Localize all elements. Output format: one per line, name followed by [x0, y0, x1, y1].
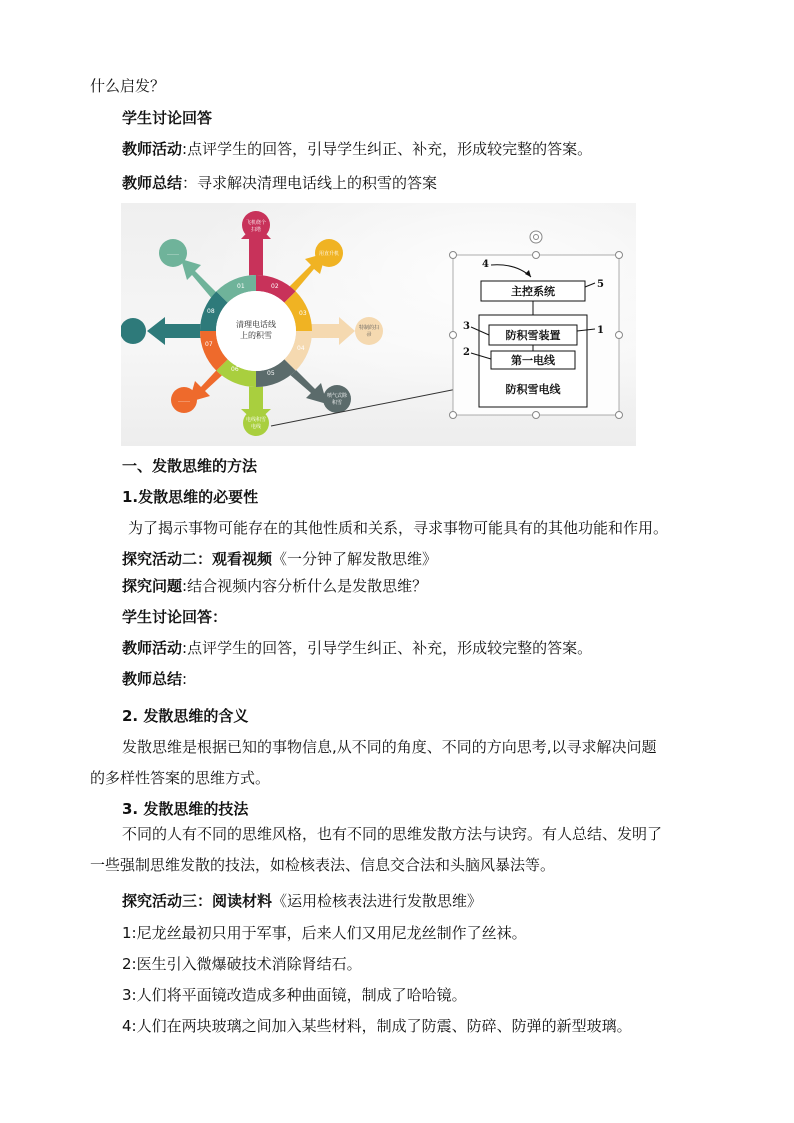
branch-node-5	[243, 410, 269, 436]
text-line-3: 教师活动:点评学生的回答，引导学生纠正、补充，形成较完整的答案。	[122, 140, 593, 158]
branch-label-8a: ……	[167, 250, 179, 257]
text-line-12: 教师总结:	[122, 670, 188, 688]
text-line-2: 学生讨论回答	[122, 109, 213, 127]
first-wire-label: 第一电线	[511, 354, 555, 367]
branch-node-7	[121, 318, 146, 344]
text-line-14: 发散思维是根据已知的事物信息,从不同的角度、不同的方向思考,以寻求解决问题	[122, 738, 657, 756]
text-line-8: 探究活动二：观看视频《一分钟了解发散思维》	[122, 550, 438, 568]
text-line-16: 3. 发散思维的技法	[122, 800, 249, 818]
ring-number-01: 01	[237, 283, 245, 290]
branch-label-4a: 喷气式除	[326, 393, 348, 399]
text-line-7: 为了揭示事物可能存在的其他性质和关系，寻求事物可能具有的其他功能和作用。	[128, 519, 669, 537]
ring-number-07: 07	[205, 341, 213, 348]
branch-label-5a: 电线积雪	[245, 417, 267, 423]
text-line-13: 2. 发散思维的含义	[122, 707, 249, 725]
text-line-9: 探究问题:结合视频内容分析什么是发散思维？	[122, 577, 428, 595]
text-line-20: 1:尼龙丝最初只用于军事，后来人们又用尼龙丝制作了丝袜。	[122, 924, 527, 942]
text-line-19: 探究活动三：阅读材料《运用检核表法进行发散思维》	[122, 892, 483, 910]
label-1: 1	[597, 325, 604, 336]
branch-label-6a: ……	[178, 397, 190, 404]
text-line-15: 的多样性答案的思维方式。	[90, 769, 271, 787]
text-line-4: 教师总结：寻求解决清理电话线上的积雪的答案	[122, 174, 438, 192]
figure-svg	[121, 203, 636, 446]
label-4: 4	[482, 259, 489, 270]
text-line-1: 什么启发？	[90, 77, 166, 95]
branch-label-5b: 电线	[250, 424, 262, 430]
branch-label-4b: 积雪	[331, 400, 343, 406]
ring-number-08: 08	[207, 308, 215, 315]
ring-number-02: 02	[271, 283, 279, 290]
text-line-6: 1.发散思维的必要性	[122, 488, 259, 506]
branch-node-3	[355, 317, 383, 345]
schematic	[450, 231, 623, 419]
wire-label: 防积雪电线	[505, 383, 561, 396]
text-line-22: 3:人们将平面镜改造成多种曲面镜，制成了哈哈镜。	[122, 986, 467, 1004]
text-line-23: 4:人们在两块玻璃之间加入某些材料，制成了防震、防碎、防弹的新型玻璃。	[122, 1017, 632, 1035]
device-label: 防积雪装置	[505, 329, 561, 342]
rotate-handle-icon	[530, 231, 542, 243]
branch-label-1a: 飞机绕个	[245, 220, 267, 226]
ring-number-06: 06	[231, 366, 239, 373]
main-control-label: 主控系统	[511, 285, 555, 298]
text-line-17: 不同的人有不同的思维风格，也有不同的思维发散方法与诀窍。有人总结、发明了	[122, 825, 663, 843]
text-line-18: 一些强制思维发散的技法，如检核表法、信息交合法和头脑风暴法等。	[90, 856, 556, 874]
ring-number-03: 03	[299, 310, 307, 317]
label-3: 3	[463, 321, 470, 332]
ring-number-04: 04	[297, 345, 305, 352]
ring-number-05: 05	[267, 370, 275, 377]
label-2: 2	[463, 347, 470, 358]
text-line-10: 学生讨论回答：	[122, 608, 228, 626]
text-line-5: 一、发散思维的方法	[122, 457, 258, 475]
figure-brainstorm-and-schematic	[121, 203, 636, 446]
branch-label-3a: 特制的扫	[358, 325, 380, 331]
branch-label-3b: 帚	[366, 332, 372, 338]
label-5: 5	[597, 279, 604, 290]
branch-label-2a: 用直升机	[318, 251, 340, 257]
text-line-21: 2:医生引入微爆破技术消除肾结石。	[122, 955, 362, 973]
text-line-11: 教师活动:点评学生的回答，引导学生纠正、补充，形成较完整的答案。	[122, 639, 593, 657]
branch-label-1b: 扫塔	[250, 227, 262, 233]
center-label-1: 清理电话线	[236, 320, 276, 329]
center-label-2: 上的积雪	[240, 331, 272, 340]
branch-node-4	[323, 385, 351, 413]
